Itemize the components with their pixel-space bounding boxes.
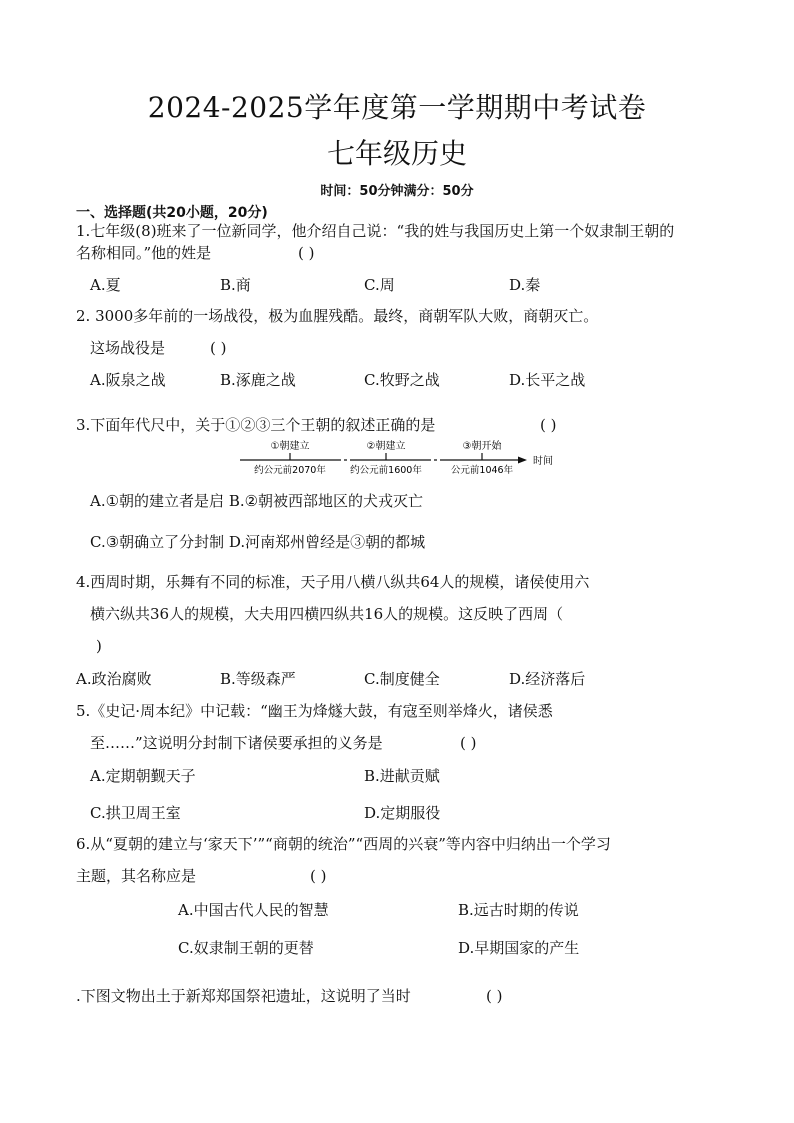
- q1-option-b: B.商: [220, 276, 251, 294]
- timeline-axis-label: 时间: [533, 456, 553, 467]
- q4-option-d: D.经济落后: [509, 670, 586, 688]
- q1-option-c: C.周: [364, 276, 395, 294]
- timeline-label-bottom-2: 约公元前1600年: [350, 465, 422, 476]
- q2-stem-line1: 2. 3000多年前的一场战役，极为血腥残酷。最终，商朝军队大败，商朝灭亡。: [76, 307, 599, 325]
- q1-option-a: A.夏: [90, 276, 121, 294]
- q3-options-cd: C.③朝确立了分封制 D.河南郑州曾经是③朝的都城: [90, 533, 426, 551]
- q5-option-c: C.拱卫周王室: [90, 804, 181, 822]
- q5-stem-line2: 至……”这说明分封制下诸侯要承担的义务是: [90, 734, 383, 752]
- q4-stem-line1: 4.西周时期，乐舞有不同的标准，天子用八横八纵共64人的规模，诸侯使用六: [76, 573, 590, 591]
- q4-option-c: C.制度健全: [364, 670, 440, 688]
- q3-stem-line1: 3.下面年代尺中，关于①②③三个王朝的叙述正确的是: [76, 416, 436, 434]
- q3-answer-blank: ( ): [540, 416, 557, 434]
- q3-options-ab: A.①朝的建立者是启 B.②朝被西部地区的犬戎灭亡: [90, 492, 424, 510]
- q1-stem-line2: 名称相同。”他的姓是: [76, 244, 212, 262]
- q5-option-d: D.定期服役: [364, 804, 441, 822]
- q2-option-d: D.长平之战: [509, 371, 586, 389]
- q2-option-b: B.涿鹿之战: [220, 371, 296, 389]
- q1-answer-blank: ( ): [298, 244, 315, 262]
- q7-answer-blank: ( ): [486, 987, 503, 1005]
- timeline-label-top-1: ①朝建立: [270, 441, 310, 452]
- timeline-label-top-3: ③朝开始: [462, 441, 502, 452]
- timeline-label-bottom-3: 公元前1046年: [450, 465, 514, 476]
- q2-option-c: C.牧野之战: [364, 371, 440, 389]
- q6-option-a: A.中国古代人民的智慧: [178, 901, 329, 919]
- q1-stem-line1: 1.七年级(8)班来了一位新同学，他介绍自己说：“我的姓与我国历史上第一个奴隶制王朝的: [76, 222, 675, 240]
- q2-option-a: A.阪泉之战: [90, 371, 166, 389]
- q6-option-d: D.早期国家的产生: [458, 939, 580, 957]
- q6-option-c: C.奴隶制王朝的更替: [178, 939, 314, 957]
- q7-stem-line1: .下图文物出土于新郑郑国祭祀遗址，这说明了当时: [76, 987, 411, 1005]
- exam-meta: 时间：50分钟满分：50分: [320, 184, 474, 199]
- timeline-diagram: [230, 436, 560, 476]
- exam-title: 2024-2025学年度第一学期期中考试卷: [147, 91, 647, 124]
- q6-stem-line2: 主题，其名称应是: [76, 867, 197, 885]
- exam-subtitle: 七年级历史: [326, 137, 467, 170]
- q5-answer-blank: ( ): [460, 734, 477, 752]
- q4-stem-line3: ): [96, 637, 102, 655]
- timeline-label-top-2: ②朝建立: [366, 441, 406, 452]
- q5-option-b: B.进献贡赋: [364, 767, 440, 785]
- q2-stem-line2: 这场战役是: [90, 339, 166, 357]
- q5-option-a: A.定期朝觐天子: [90, 767, 196, 785]
- q4-option-b: B.等级森严: [220, 670, 296, 688]
- section-heading: 一、选择题(共20小题，20分): [76, 205, 268, 221]
- timeline-arrow-icon: [518, 457, 527, 464]
- q2-answer-blank: ( ): [210, 339, 227, 357]
- q5-stem-line1: 5.《史记·周本纪》中记载：“幽王为烽燧大鼓，有寇至则举烽火，诸侯悉: [76, 702, 553, 720]
- q6-stem-line1: 6.从“夏朝的建立与‘家天下’”“商朝的统治”“西周的兴衰”等内容中归纳出一个学习: [76, 835, 611, 853]
- q1-option-d: D.秦: [509, 276, 541, 294]
- q6-answer-blank: ( ): [310, 867, 327, 885]
- q6-option-b: B.远古时期的传说: [458, 901, 579, 919]
- q4-stem-line2: 横六纵共36人的规模，大夫用四横四纵共16人的规模。这反映了西周（: [90, 605, 564, 623]
- q4-option-a: A.政治腐败: [76, 670, 152, 688]
- timeline-label-bottom-1: 约公元前2070年: [254, 465, 326, 476]
